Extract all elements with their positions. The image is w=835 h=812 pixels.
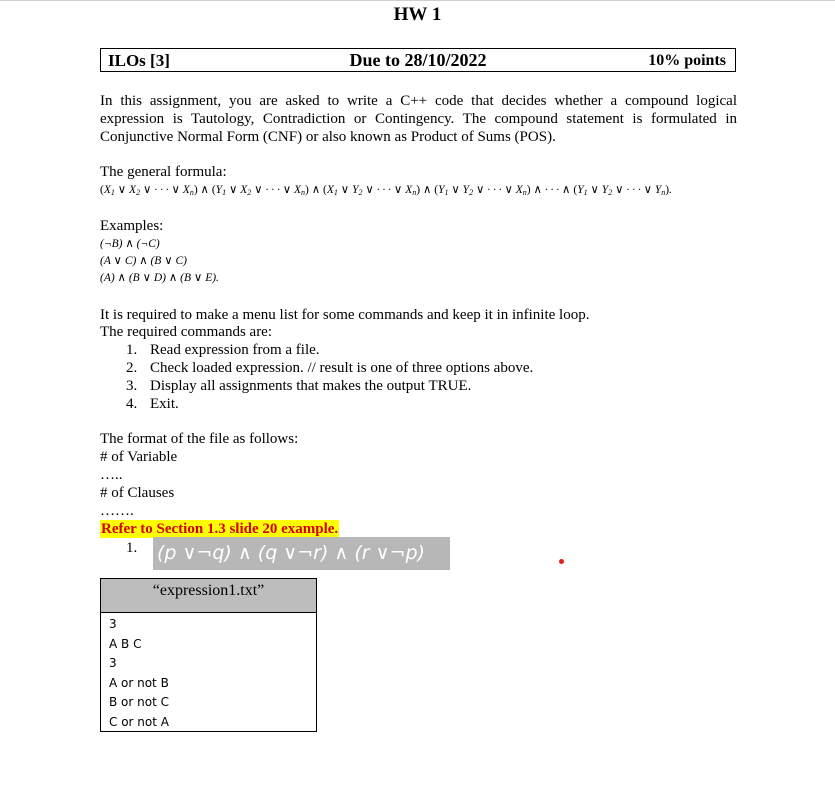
command-number: 3.	[126, 378, 138, 394]
due-date: Due to 28/10/2022	[349, 50, 487, 70]
file-line: 3	[109, 617, 117, 631]
refer-highlight: Refer to Section 1.3 slide 20 example.	[101, 521, 339, 537]
red-dot-marker	[559, 559, 564, 564]
command-text: Read expression from a file.	[150, 342, 320, 358]
command-number: 4.	[126, 396, 138, 412]
header-box	[100, 48, 736, 72]
menu-intro-line-2: The required commands are:	[100, 324, 273, 340]
command-item-3	[126, 377, 471, 395]
example-formula-image: (p ∨¬q) ∧ (q ∨¬r) ∧ (r ∨¬p)	[153, 537, 450, 570]
top-border-line	[0, 0, 835, 1]
example-3: (A) ∧ (B ∨ D) ∧ (B ∨ E).	[100, 272, 219, 284]
file-content-table	[100, 578, 317, 732]
command-item-2	[126, 359, 533, 377]
page-title: HW 1	[393, 4, 442, 25]
examples-label: Examples:	[100, 218, 164, 234]
format-line-variables: # of Variable	[100, 449, 178, 465]
format-line-ellipsis-1: …..	[100, 467, 123, 483]
file-line: A B C	[109, 636, 142, 651]
command-item-1	[126, 341, 320, 359]
file-line: C or not A	[109, 714, 169, 729]
command-number: 1.	[126, 342, 138, 358]
format-line-ellipsis-2: …….	[100, 503, 134, 519]
command-number: 2.	[126, 360, 138, 376]
command-text: Check loaded expression. // result is one of three options above.	[150, 360, 534, 376]
points-label: 10% points	[648, 52, 726, 69]
ilos-label: ILOs [3]	[108, 51, 170, 70]
file-content-body	[101, 613, 316, 732]
file-line: 3	[109, 656, 117, 670]
example-1: (¬B) ∧ (¬C)	[100, 238, 160, 250]
file-line: A or not B	[109, 675, 169, 690]
general-formula-label: The general formula:	[100, 164, 227, 180]
example-item-number: 1.	[126, 540, 138, 556]
file-name-header: “expression1.txt”	[101, 579, 316, 613]
format-line-clauses: # of Clauses	[100, 485, 175, 501]
general-formula: ($X_1$ ∨ $X_2$ ∨ · · · ∨ $X_n$) ∧ ($Y_1$ ∨ $X_2$ ∨ · · · ∨ $X_n$) ∧ ($X_1$ ∨ $Y_2$ ∨ · · · ∨ $X_n$) ∧ ($Y_1$ ∨ $Y_2$ ∨ · · · ∨ $X_n$) ∧ · · · ∧ ($Y_1$ ∨ $Y_2$ ∨ · · · ∨ $Y_n$).	[100, 184, 673, 197]
command-text: Exit.	[150, 396, 179, 412]
format-intro: The format of the file as follows:	[100, 431, 299, 447]
file-line: B or not C	[109, 695, 169, 709]
command-text: Display all assignments that makes the output TRUE.	[150, 378, 472, 394]
menu-intro-line-1: It is required to make a menu list for some commands and keep it in infinite loop.	[100, 307, 590, 323]
intro-paragraph: In this assignment, you are asked to write a C++ code that decides whether a compound logical expression is Tautology, Contradiction or Contingency. The compound statement is formulated in Conjunctive Normal Form (CNF) or also known as Product of Sums (POS).	[100, 93, 737, 145]
example-2: (A ∨ C) ∧ (B ∨ C)	[100, 255, 188, 267]
command-item-4	[126, 395, 179, 413]
